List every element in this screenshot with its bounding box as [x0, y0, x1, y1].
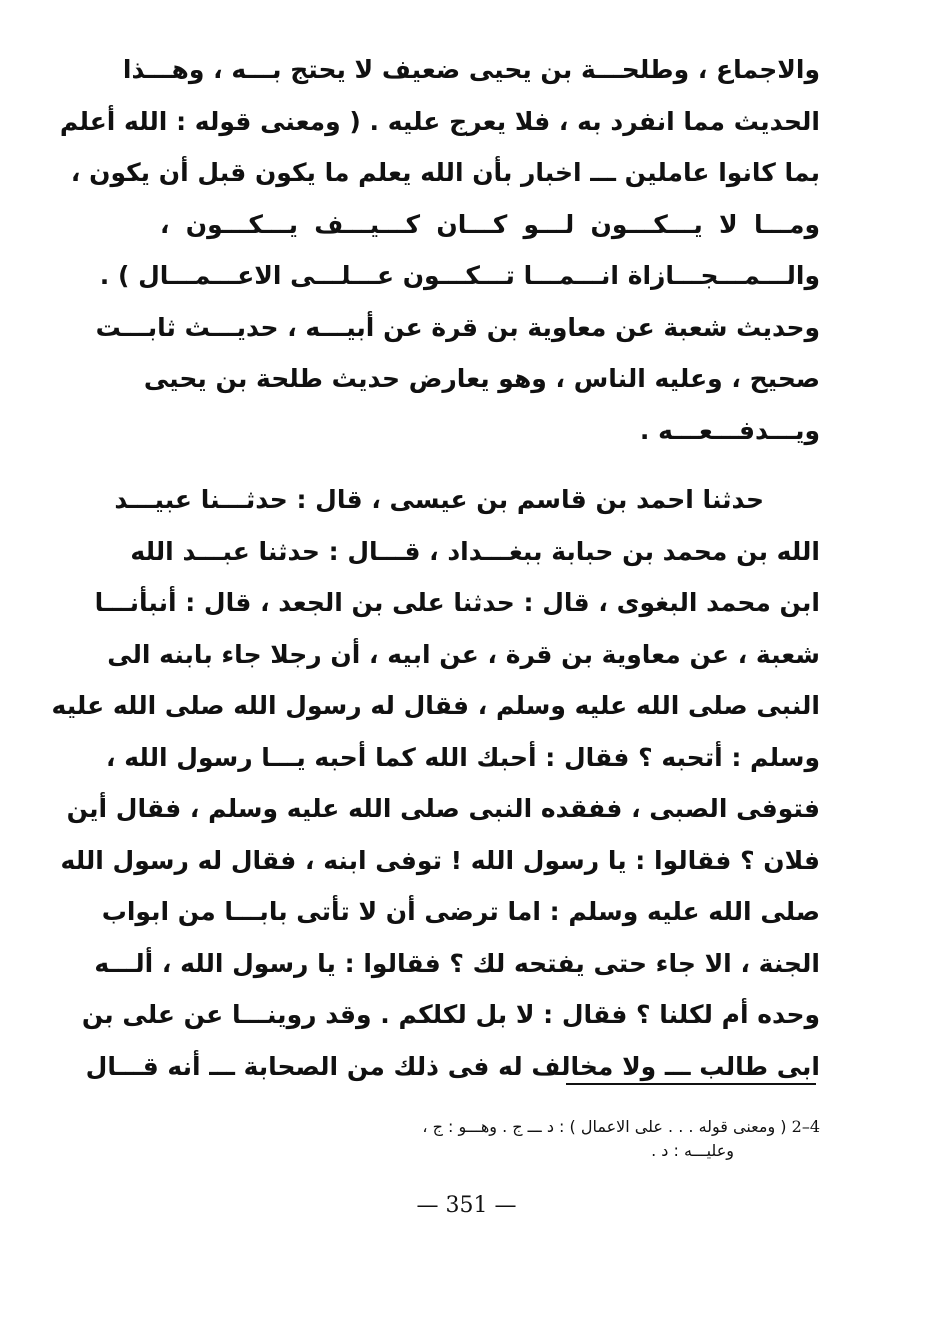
text-line: ويـــدفـــعـــه .: [639, 415, 820, 445]
footnote-text: ( ومعنى قوله . . . على الاعمال ) : د ـــ ج . وهـــو : ج ،: [422, 1117, 787, 1136]
text-line: ومـــا لا يـــكـــون لـــو كـــان كـــيـــف يـــكـــون ،: [160, 209, 820, 239]
text-line: الحديث مما انفرد به ، فلا يعرج عليه . ( ومعنى قوله : الله أعلم: [59, 106, 820, 136]
text-line: بما كانوا عاملين ـــ اخبار بأن الله يعلم ما يكون قبل أن يكون ،: [70, 158, 820, 187]
text-line: صحيح ، وعليه الناس ، وهو يعارض حديث طلحة بن يحيى: [143, 364, 820, 393]
text-line: النبى صلى الله عليه وسلم ، فقال له رسول الله صلى الله عليه: [51, 691, 820, 720]
footnote-line-1: [160, 1115, 820, 1139]
footnote-line-2: وعليـــه : د .: [651, 1141, 734, 1160]
text-line: صلى الله عليه وسلم : اما ترضى أن لا تأتى بابـــا من ابواب: [101, 897, 820, 926]
text-line: شعبة ، عن معاوية بن قرة ، عن ابيه ، أن رجلا جاء بابنه الى: [107, 639, 820, 669]
text-line: ابن محمد البغوى ، قال : حدثنا على بن الجعد ، قال : أنبأنـــا: [94, 588, 820, 617]
footnote-divider: [566, 1083, 816, 1085]
text-line: وحديث شعبة عن معاوية بن قرة عن أبيـــه ، حديـــث ثابـــت: [95, 312, 820, 342]
footnote-reference: 4–2: [791, 1117, 820, 1136]
paragraph-2: [51, 474, 820, 1092]
text-line: وحده أم لكلنا ؟ فقال : لا بل لكلكم . وقد روينـــا عن على بن: [81, 1000, 820, 1029]
page-number: — 351 —: [416, 1193, 517, 1218]
text-line: الله بن محمد بن حبابة ببغـــداد ، قـــال : حدثنا عبـــد الله: [130, 536, 820, 566]
text-line: الجنة ، الا جاء حتى يفتحه لك ؟ فقالوا : يا رسول الله ، ألـــه: [94, 948, 820, 978]
text-line: والـــمـــجـــازاة انـــمـــا تـــكـــون عـــلـــى الاعـــمـــال ) .: [99, 261, 820, 290]
text-line: والاجماع ، وطلحـــة بن يحيى ضعيف لا يحتج بـــه ، وهـــذا: [122, 55, 820, 84]
text-line: حدثنا احمد بن قاسم بن عيسى ، قال : حدثـــنا عبيـــد: [114, 485, 764, 514]
text-line: فلان ؟ فقالوا : يا رسول الله ! توفى ابنه ، فقال له رسول الله: [60, 845, 820, 875]
paragraph-1: [59, 44, 820, 456]
text-line: وسلم : أتحبه ؟ فقال : أحبك الله كما أحبه يـــا رسول الله ،: [106, 742, 820, 772]
text-line: فتوفى الصبى ، ففقده النبى صلى الله عليه وسلم ، فقال أين: [66, 794, 820, 823]
text-line: ابى طالب ـــ ولا مخالف له فى ذلك من الصحابة ـــ أنه قـــال: [85, 1051, 820, 1081]
footnote: [160, 1115, 820, 1163]
